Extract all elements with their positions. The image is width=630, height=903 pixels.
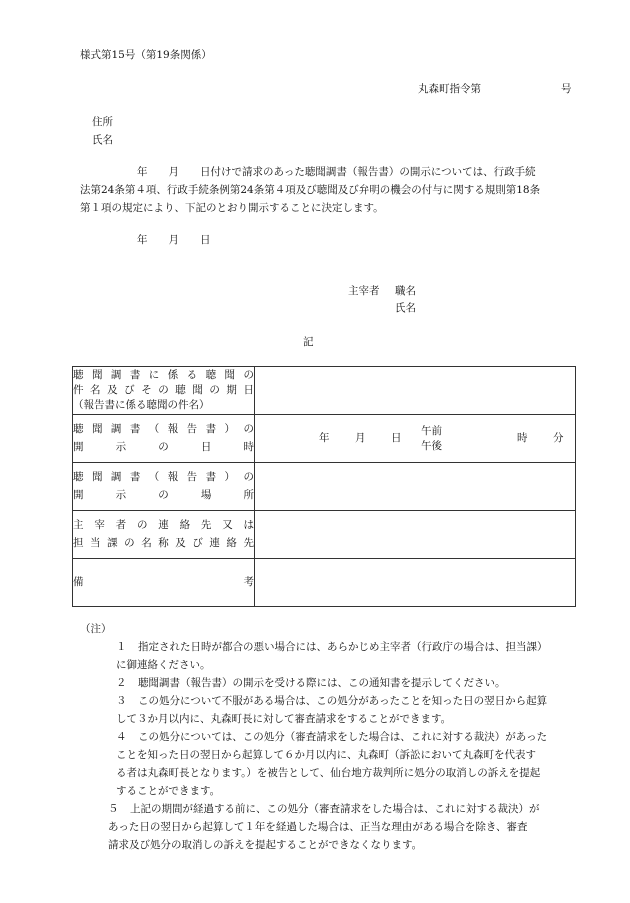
- disclosure-datetime-line-2: 開 示 の 日 時: [73, 441, 254, 454]
- recipient-address-label: 住所: [92, 116, 113, 128]
- contact-value-cell: [255, 511, 576, 559]
- document-number-suffix: 号: [561, 83, 572, 95]
- hearing-subject-label-cell: [73, 367, 255, 415]
- note-3-line-1: この処分について不服がある場合は、この処分があったことを知った日の翌日から起算: [138, 695, 548, 707]
- body-paragraph: [80, 163, 540, 217]
- note-1-number: １: [116, 641, 127, 653]
- contact-label-cell: [73, 511, 255, 559]
- table-row: [73, 367, 576, 415]
- ki-heading: 記: [303, 336, 314, 348]
- disclosure-place-value-cell: [255, 463, 576, 511]
- form-number: 様式第15号（第19条関係）: [80, 49, 212, 61]
- remarks-label-cell: [73, 559, 255, 607]
- note-1-line-2: に御連絡ください。: [116, 659, 211, 671]
- contact-line-2: 担 当 課 の 名 称 及 び 連 絡 先: [73, 537, 254, 550]
- month-unit: 月: [355, 432, 366, 444]
- note-4-line-1: この処分については、この処分（審査請求をした場合は、これに対する裁決）があった: [138, 731, 548, 743]
- note-5-line-3: 請求及び処分の取消しの訴えを提起することができなくなります。: [108, 839, 423, 851]
- disclosure-table: [72, 366, 576, 607]
- table-row: [73, 511, 576, 559]
- note-5-number: ５: [108, 803, 119, 815]
- body-line-1: 年 月 日付けで請求のあった聴聞調書（報告書）の開示については、行政手続: [137, 166, 536, 178]
- table-row: [73, 415, 576, 463]
- disclosure-place-line-2: 開 示 の 場 所: [73, 489, 254, 502]
- note-5-line-2: あった日の翌日から起算して１年を経過した場合は、正当な理由がある場合を除き、審査: [108, 821, 528, 833]
- table-row: [73, 463, 576, 511]
- notes-heading: （注）: [80, 623, 112, 635]
- remarks-label: 備 考: [73, 576, 254, 589]
- hearing-subject-line-2: 件 名 及 び そ の 聴 聞 の 期 日: [73, 384, 254, 397]
- note-3-number: ３: [116, 695, 127, 707]
- am-pm-options: [421, 424, 442, 454]
- hearing-subject-line-3: （報告書に係る聴聞の件名）: [73, 399, 210, 411]
- presider-title-label: 職名: [395, 285, 416, 297]
- hearing-subject-line-1: 聴 聞 調 書 に 係 る 聴 聞 の: [73, 369, 254, 382]
- decision-date: 年 月 日: [137, 234, 211, 246]
- note-5-line-1: 上記の期間が経過する前に、この処分（審査請求をした場合は、これに対する裁決）が: [130, 803, 540, 815]
- note-4-line-2: ことを知った日の翌日から起算して６か月以内に、丸森町（訴訟において丸森町を代表す: [116, 749, 536, 761]
- recipient-name-label: 氏名: [92, 134, 113, 146]
- am-label: 午前: [421, 425, 442, 437]
- disclosure-datetime-value-cell: [255, 415, 576, 463]
- document-number-label: 丸森町指令第: [418, 83, 481, 95]
- minute-unit: 分: [553, 432, 564, 444]
- body-line-2: 法第24条第４項、行政手続条例第24条第４項及び聴聞及び弁明の機会の付与に関する規則第18条: [80, 184, 541, 196]
- contact-line-1: 主 宰 者 の 連 絡 先 又 は: [73, 519, 254, 532]
- disclosure-datetime-label-cell: [73, 415, 255, 463]
- pm-label: 午後: [421, 440, 442, 452]
- note-1-line-1: 指定された日時が都合の悪い場合には、あらかじめ主宰者（行政庁の場合は、担当課）: [138, 641, 548, 653]
- note-4-line-3: る者は丸森町長となります。）を被告として、仙台地方裁判所に処分の取消しの訴えを提起: [116, 767, 541, 779]
- table-row: [73, 559, 576, 607]
- disclosure-place-label-cell: [73, 463, 255, 511]
- hearing-subject-value-cell: [255, 367, 576, 415]
- body-line-3: 第１項の規定により、下記のとおり開示することに決定します。: [80, 202, 384, 214]
- day-unit: 日: [391, 432, 402, 444]
- presider-label: 主宰者: [348, 285, 380, 297]
- disclosure-datetime-line-1: 聴 聞 調 書 （ 報 告 書 ） の: [73, 423, 254, 436]
- note-2-number: ２: [116, 677, 127, 689]
- remarks-value-cell: [255, 559, 576, 607]
- hour-unit: 時: [517, 432, 528, 444]
- year-unit: 年: [319, 432, 330, 444]
- note-4-line-4: することができます。: [116, 785, 221, 797]
- note-4-number: ４: [116, 731, 127, 743]
- note-2-line-1: 聴聞調書（報告書）の開示を受ける際には、この通知書を提示してください。: [138, 677, 506, 689]
- note-3-line-2: して３か月以内に、丸森町長に対して審査請求をすることができます。: [116, 713, 452, 725]
- disclosure-place-line-1: 聴 聞 調 書 （ 報 告 書 ） の: [73, 471, 254, 484]
- presider-name-label: 氏名: [395, 302, 416, 314]
